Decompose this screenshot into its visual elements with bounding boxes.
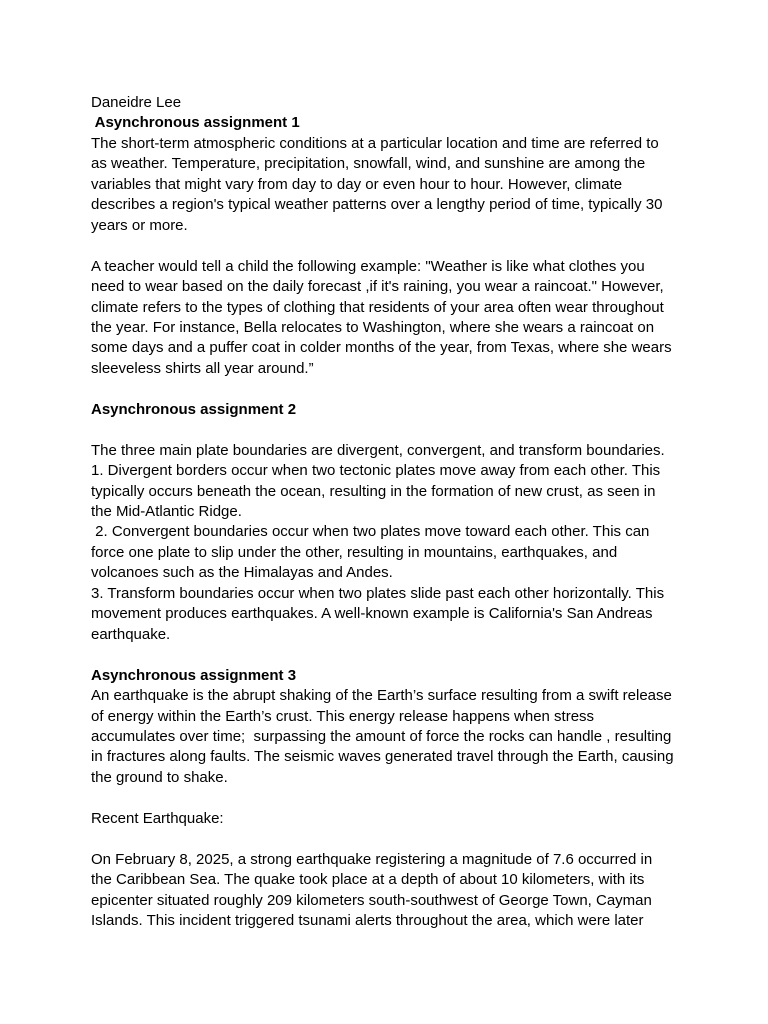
assignment-1-heading: Asynchronous assignment 1 — [91, 114, 300, 132]
blank-line — [91, 236, 768, 256]
assignment-2-heading: Asynchronous assignment 2 — [91, 400, 297, 418]
recent-earthquake-paragraph: On February 8, 2025, a strong earthquake registering a magnitude of 7.6 occurred in the Caribbean Sea. The quake took place at a depth of about 10 kilometers, with its epicenter situated roughly 209 kilometers south-southwest of George Town, Cayman Islands. This incident triggered tsunami alerts throughout the area, which were later — [91, 850, 653, 930]
assignment-2-point-transform: 3. Transform boundaries occur when two plates slide past each other horizontally. This movement produces earthquakes. A well-known example is California's San Andreas earthquake. — [91, 584, 665, 643]
assignment-1-teacher-example-paragraph: A teacher would tell a child the following example: "Weather is like what clothes you need to wear based on the daily forecast ,if it's raining, you wear a raincoat." However, climate refers to the types of clothing that residents of your area often wear throughout the year. For instance, Bella relocates to Washington, where she wears a raincoat on some days and a puffer coat in colder months of the year, from Texas, where she wears sleeveless shirts all year around.” — [91, 257, 672, 377]
blank-line — [91, 788, 768, 808]
assignment-3-heading: Asynchronous assignment 3 — [91, 666, 297, 684]
blank-line — [91, 420, 768, 440]
blank-line — [91, 379, 768, 399]
blank-line — [91, 645, 768, 665]
assignment-2-intro: The three main plate boundaries are divergent, convergent, and transform boundaries. — [91, 441, 665, 459]
author-name: Daneidre Lee — [91, 94, 182, 111]
blank-line — [91, 829, 768, 849]
assignment-2-point-convergent: 2. Convergent boundaries occur when two plates move toward each other. This can force one plate to slip under the other, resulting in mountains, earthquakes, and volcanoes such as the Himalayas and Andes. — [91, 523, 650, 582]
assignment-3-earthquake-paragraph: An earthquake is the abrupt shaking of the Earth’s surface resulting from a swift release of energy within the Earth’s crust. This energy release happens when stress accumulates over time; surpassing the amount of force the rocks can handle , resulting in fractures along faults. The seismic waves generated travel through the Earth, causing the ground to shake. — [91, 687, 674, 786]
assignment-1-weather-paragraph: The short-term atmospheric conditions at a particular location and time are referred to as weather. Temperature, precipitation, snowfall, wind, and sunshine are among the variables that might vary from day to day or even hour to hour. However, climate describes a region's typical weather patterns over a lengthy period of time, typically 30 years or more. — [91, 134, 663, 234]
assignment-2-point-divergent: 1. Divergent borders occur when two tectonic plates move away from each other. This typically occurs beneath the ocean, resulting in the formation of new crust, as seen in the Mid-Atlantic Ridge. — [91, 462, 661, 521]
recent-earthquake-label: Recent Earthquake: — [91, 809, 224, 827]
